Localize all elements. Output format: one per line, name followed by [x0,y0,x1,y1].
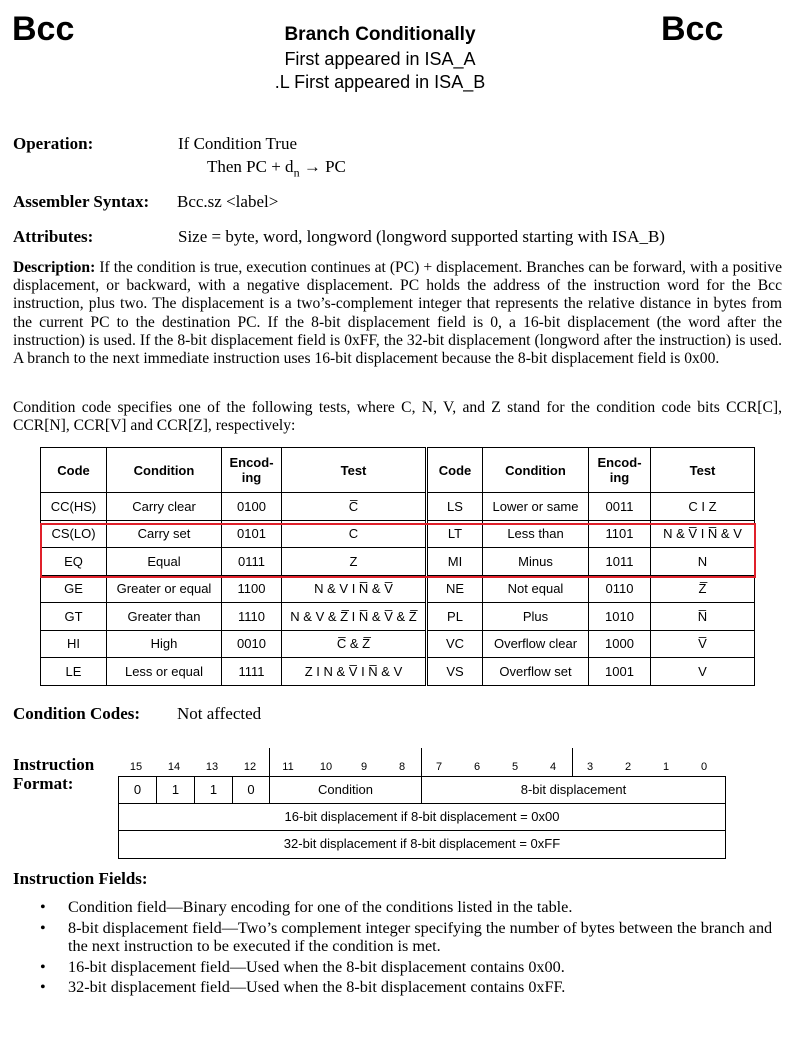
cell-encoding: 1101 [589,520,651,548]
cell-code: VS [427,658,483,686]
cell-test: N [651,548,755,576]
bit-number: 1 [662,761,670,773]
cell-test: Z̅ [651,575,755,603]
header-condition: Condition [107,448,222,493]
header-condition: Condition [483,448,589,493]
cell-code: CC(HS) [41,493,107,521]
description-text: If the condition is true, execution continues at (PC) + displacement. Branches can be forward, with a positive displacement, or backward, with a negative displacement. PC holds the address of the instruction word for the Bcc instruction, plus two. The displacement is a two’s-complement integer that represents the relative distance in bytes from the current PC to the destination PC. If the 8-bit displacement field is 0, a 16-bit displacement (the word after the instruction) is used. If the 8-bit displacement field is 0xFF, the 32-bit displacement (longword after the instruction) is used. A branch to the next immediate instruction uses 16-bit displacement because the 8-bit displacement field is 0x00. [13,259,782,368]
nibble-divider [421,748,422,776]
header-encoding: Encod-ing [222,448,282,493]
cell-condition: Less than [483,520,589,548]
bit-number: 14 [167,761,181,773]
cell-code: HI [41,630,107,658]
opcode-bit: 1 [156,776,195,804]
list-item [40,958,785,977]
highlight-box [40,523,756,578]
opcode-bit: 0 [118,776,157,804]
table-row [41,575,755,603]
bullet: • [40,918,46,937]
operation-subscript: n [293,165,300,180]
bit-number: 15 [129,761,143,773]
disp16-field: 16-bit displacement if 8-bit displacement = 0x00 [118,803,726,831]
cell-test: C [282,520,427,548]
operation-label: Operation: [13,134,94,153]
bit-number: 8 [398,761,406,773]
condition-codes-label: Condition Codes: [13,704,141,723]
fields-list [40,898,785,999]
cell-code: PL [427,603,483,631]
table-row [41,603,755,631]
format-label-line1: Instruction [13,755,95,774]
disp32-field: 32-bit displacement if 8-bit displacement = 0xFF [118,830,726,859]
operation-line2 [207,157,346,180]
cell-condition: Overflow clear [483,630,589,658]
condition-field: Condition [269,776,422,804]
bit-number: 3 [586,761,594,773]
cell-condition: Minus [483,548,589,576]
cell-encoding: 0010 [222,630,282,658]
cell-code: CS(LO) [41,520,107,548]
cell-test: N & V I N̅ & V̅ [282,575,427,603]
fields-label: Instruction Fields: [13,869,148,888]
operation-line2-suffix: → PC [299,157,346,176]
field-text: Condition field—Binary encoding for one of the conditions listed in the table. [68,898,573,916]
cell-condition: Greater or equal [107,575,222,603]
cell-condition: Not equal [483,575,589,603]
bit-number: 0 [700,761,708,773]
cell-test: C̅ & Z̅ [282,630,427,658]
cell-encoding: 1011 [589,548,651,576]
bit-number: 10 [319,761,333,773]
opcode-bit: 1 [194,776,233,804]
cell-encoding: 1001 [589,658,651,686]
field-text: 8-bit displacement field—Two’s complement integer specifying the number of bytes between the branch and the next instruction to be executed if the condition is met. [68,918,773,955]
description [13,259,782,368]
bullet: • [40,978,46,996]
table-header-row [41,448,755,493]
cell-code: LT [427,520,483,548]
cell-encoding: 0111 [222,548,282,576]
bit-number: 7 [435,761,443,773]
cell-test: C I Z [651,493,755,521]
header-encoding: Encod-ing [589,448,651,493]
header-test: Test [651,448,755,493]
cell-test: C̅ [282,493,427,521]
attributes-label: Attributes: [13,227,94,246]
cell-code: EQ [41,548,107,576]
cell-encoding: 0110 [589,575,651,603]
syntax-label: Assembler Syntax: [13,192,150,211]
cell-condition: Greater than [107,603,222,631]
mnemonic-right: Bcc [661,10,724,48]
bit-number: 2 [624,761,632,773]
cell-test: V̅ [651,630,755,658]
opcode-bit: 0 [232,776,270,804]
cell-test: V [651,658,755,686]
cell-code: GT [41,603,107,631]
header-test: Test [282,448,427,493]
bit-number: 4 [549,761,557,773]
cell-encoding: 1010 [589,603,651,631]
cell-code: LS [427,493,483,521]
nibble-divider [572,748,573,776]
table-row [41,630,755,658]
cell-code: VC [427,630,483,658]
cell-encoding: 0100 [222,493,282,521]
cell-condition: Carry set [107,520,222,548]
cell-condition: Plus [483,603,589,631]
bit-number: 13 [205,761,219,773]
syntax-value: Bcc.sz <label> [177,192,279,211]
bit-number: 11 [282,761,294,773]
field-text: 16-bit displacement field—Used when the 8-bit displacement contains 0x00. [68,957,565,976]
operation-line1: If Condition True [178,134,298,153]
header-code: Code [427,448,483,493]
operation-line2-prefix: Then PC + d [207,157,294,176]
cell-encoding: 1100 [222,575,282,603]
cell-condition: Equal [107,548,222,576]
cell-test: Z I N & V̅ I N̅ & V [282,658,427,686]
cell-encoding: 0101 [222,520,282,548]
mnemonic-left: Bcc [12,10,75,48]
cell-condition: High [107,630,222,658]
description-label: Description: [13,259,96,276]
cell-test: N & V & Z̅ I N̅ & V̅ & Z̅ [282,603,427,631]
attributes-value: Size = byte, word, longword (longword supported starting with ISA_B) [178,227,665,246]
list-item [40,898,785,917]
format-label-line2: Format: [13,774,74,793]
cell-condition: Lower or same [483,493,589,521]
header-code: Code [41,448,107,493]
disp8-field: 8-bit displacement [421,776,726,804]
nibble-divider [269,748,270,776]
condition-intro: Condition code specifies one of the following tests, where C, N, V, and Z stand for the condition code bits CCR[C], CCR[N], CCR[V] and CCR[Z], respectively: [13,399,782,435]
bullet: • [40,898,46,916]
cell-test: N̅ [651,603,755,631]
cell-condition: Less or equal [107,658,222,686]
cell-encoding: 1111 [222,658,282,686]
bit-number: 6 [473,761,481,773]
bit-number: 5 [511,761,519,773]
cell-code: GE [41,575,107,603]
page-title: Branch Conditionally [284,24,476,45]
cell-encoding: 0011 [589,493,651,521]
table-row [41,493,755,521]
bit-number: 12 [243,761,257,773]
isa-appeared: First appeared in ISA_A [284,49,476,69]
bullet: • [40,957,46,976]
cell-test: N & V̅ I N̅ & V [651,520,755,548]
list-item [40,978,785,997]
table-row [41,658,755,686]
cell-encoding: 1110 [222,603,282,631]
format-label [13,755,94,793]
field-text: 32-bit displacement field—Used when the 8-bit displacement contains 0xFF. [68,978,566,996]
cell-code: NE [427,575,483,603]
cell-test: Z [282,548,427,576]
bit-number: 9 [360,761,368,773]
cell-condition: Carry clear [107,493,222,521]
cell-encoding: 1000 [589,630,651,658]
cell-code: LE [41,658,107,686]
list-item [40,919,785,956]
isa-appeared-long: .L First appeared in ISA_B [274,72,486,92]
cell-condition: Overflow set [483,658,589,686]
cell-code: MI [427,548,483,576]
condition-codes-value: Not affected [177,704,262,723]
